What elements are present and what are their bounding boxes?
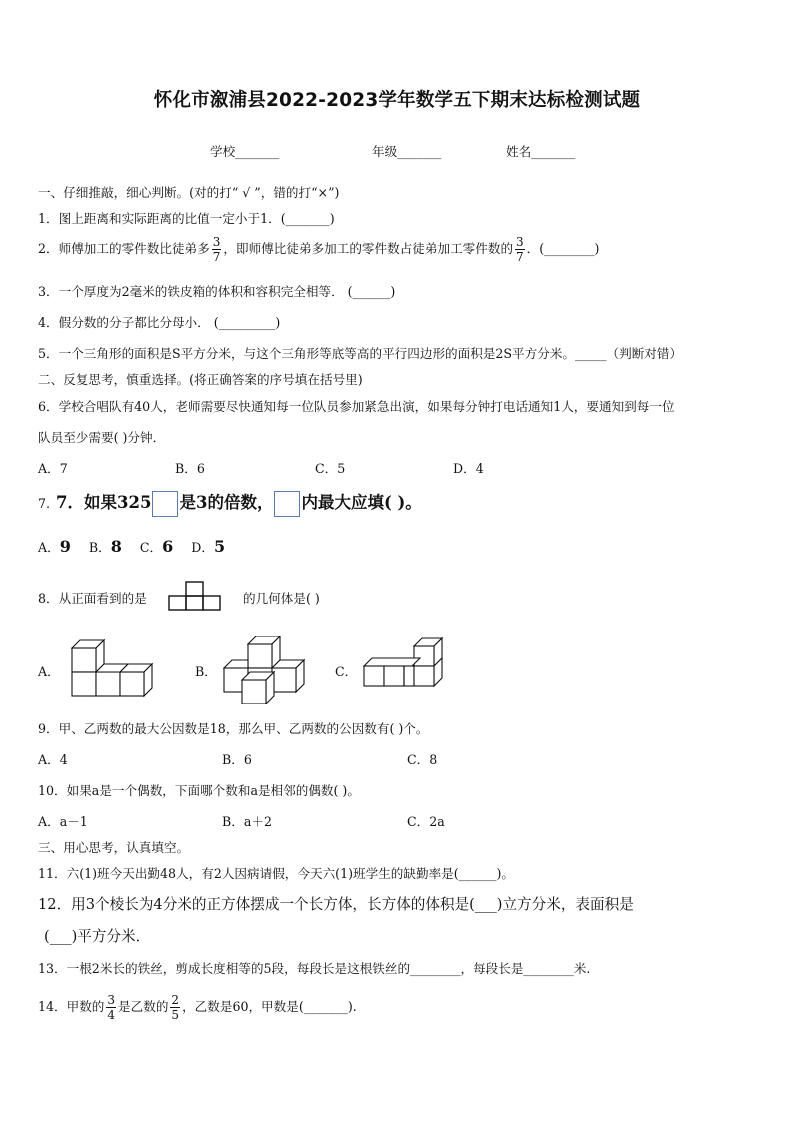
q8-option-a-figure[interactable] <box>68 636 164 702</box>
question-7: 7. 7．如果325 是3的倍数， 内最大应填( )。 <box>38 489 422 517</box>
page-title: 怀化市溆浦县2022-2023学年数学五下期末达标检测试题 <box>153 90 641 111</box>
question-8-suffix: 的几何体是( ) <box>243 591 320 606</box>
question-14: 14．甲数的 $\frac{3}{4}$ 是乙数的 $\frac{2}{5}$ ，乙数是60，甲数是(_______). <box>38 993 357 1022</box>
q9-option-a[interactable]: A．4 <box>38 752 68 767</box>
grade-field[interactable]: 年级_______ <box>372 144 442 159</box>
question-11: 11．六(1)班今天出勤48人，有2人因病请假，今天六(1)班学生的缺勤率是(______)。 <box>38 866 514 881</box>
question-10: 10．如果a是一个偶数，下面哪个数和a是相邻的偶数( )。 <box>38 783 360 798</box>
question-2: 2．师傅加工的零件数比徒弟多 $\frac{3}{7}$ ，即师傅比徒弟多加工的零件数占徒弟加工零件数的 $\frac{3}{7}$ ．(________) <box>38 235 600 264</box>
section1-heading: 一、仔细推敲，细心判断。(对的打“ √ ”，错的打“×”) <box>38 185 340 200</box>
question-13: 13．一根2米长的铁丝，剪成长度相等的5段，每段长是这根铁丝的________，每段长是________米. <box>38 961 591 976</box>
fraction: $\frac{3}{4}$ <box>107 993 116 1022</box>
q7-options <box>38 537 225 556</box>
blank-box <box>152 491 178 517</box>
q8-option-b-figure[interactable] <box>222 636 308 704</box>
question-6-line1: 6．学校合唱队有40人，老师需要尽快通知每一位队员参加紧急出演，如果每分钟打电话通知1人，要通知到每一位 <box>38 399 675 414</box>
q7-option-b[interactable]: B．8 <box>88 537 122 556</box>
q6-option-a[interactable]: A．7 <box>38 461 68 476</box>
q10-option-c[interactable]: C．2a <box>407 814 445 829</box>
q10-option-b[interactable]: B．a＋2 <box>222 814 272 829</box>
q8-option-b-label[interactable]: B． <box>195 664 217 679</box>
question-12-line1: 12．用3个棱长为4分米的正方体摆成一个长方体，长方体的体积是(___)立方分米，表面积是 <box>38 896 634 913</box>
blank-box <box>274 491 300 517</box>
fraction: $\frac{3}{7}$ <box>212 235 221 264</box>
q8-option-c-label[interactable]: C． <box>335 664 358 679</box>
q6-option-b[interactable]: B．6 <box>175 461 205 476</box>
q10-option-a[interactable]: A．a－1 <box>38 814 88 829</box>
question-4: 4．假分数的分子都比分母小． (_________) <box>38 315 281 330</box>
q7-option-c[interactable]: C．6 <box>139 537 174 556</box>
question-8-prefix: 8．从正面看到的是 <box>38 591 147 606</box>
q6-option-c[interactable]: C．5 <box>315 461 346 476</box>
q9-option-b[interactable]: B．6 <box>222 752 252 767</box>
question-6-line2: 队员至少需要( )分钟． <box>38 430 166 445</box>
question-3: 3．一个厚度为2毫米的铁皮箱的体积和容积完全相等． (______) <box>38 284 396 299</box>
q8-option-c-figure[interactable] <box>362 636 446 698</box>
question-9: 9．甲、乙两数的最大公因数是18，那么甲、乙两数的公因数有( )个。 <box>38 721 429 736</box>
q7-option-d[interactable]: D．5 <box>191 537 226 556</box>
q9-option-c[interactable]: C．8 <box>407 752 438 767</box>
question-12-line2: (___)平方分米． <box>44 928 151 945</box>
q6-option-d[interactable]: D．4 <box>453 461 484 476</box>
question-1: 1．图上距离和实际距离的比值一定小于1．(_______) <box>38 211 335 226</box>
fraction: $\frac{3}{7}$ <box>516 235 524 264</box>
q7-option-a[interactable]: A．9 <box>38 537 71 556</box>
school-field[interactable]: 学校_______ <box>210 144 280 159</box>
question-5: 5．一个三角形的面积是S平方分米，与这个三角形等底等高的平行四边形的面积是2S平方分米。_____（判断对错） <box>38 346 683 361</box>
section2-heading: 二、反复思考，慎重选择。(将正确答案的序号填在括号里) <box>38 372 363 387</box>
name-field[interactable]: 姓名_______ <box>506 144 576 159</box>
fraction: $\frac{2}{5}$ <box>171 993 180 1022</box>
section3-heading: 三、用心思考，认真填空。 <box>38 840 190 855</box>
q8-option-a-label[interactable]: A． <box>38 664 60 679</box>
front-view-figure <box>168 581 222 613</box>
